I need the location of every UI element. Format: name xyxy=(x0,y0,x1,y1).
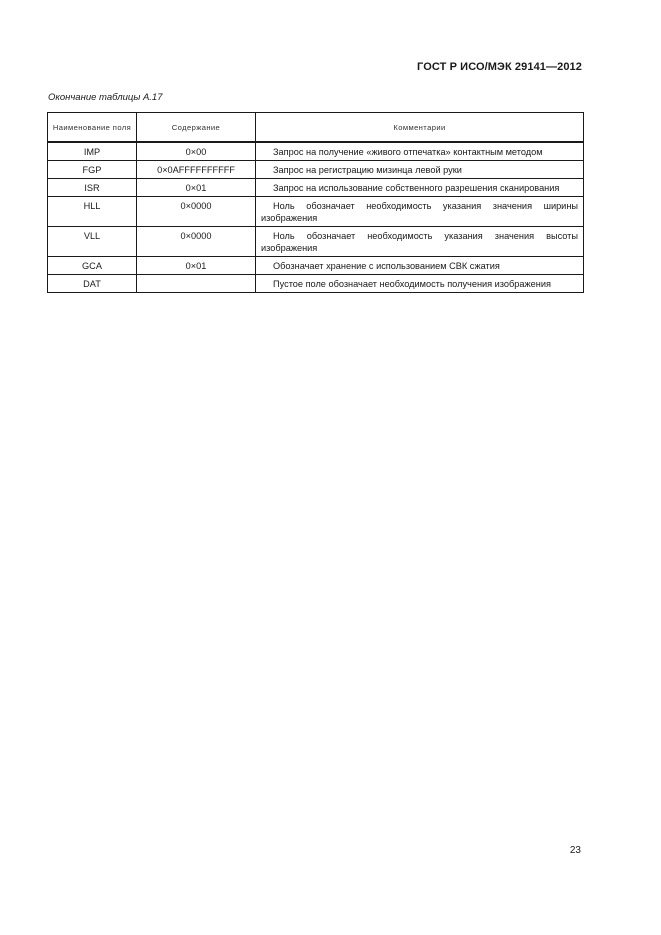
comment-text: Ноль обозначает необходимость указания значения высоты изображения xyxy=(261,231,578,253)
table-row xyxy=(48,142,584,161)
field-name-cell: GCA xyxy=(48,257,137,275)
field-comment-cell xyxy=(256,197,584,227)
table-row xyxy=(48,257,584,275)
field-content-cell: 0×01 xyxy=(137,257,256,275)
field-comment-cell xyxy=(256,161,584,179)
column-header-comment: Комментарии xyxy=(256,113,584,143)
table-row xyxy=(48,179,584,197)
table-row xyxy=(48,227,584,257)
comment-text: Запрос на использование собственного разрешения сканирования xyxy=(273,183,560,193)
field-content-cell: 0×0000 xyxy=(137,197,256,227)
field-name-cell: DAT xyxy=(48,275,137,293)
comment-text: Пустое поле обозначает необходимость получения изображения xyxy=(273,279,551,289)
table-row xyxy=(48,161,584,179)
field-comment-cell xyxy=(256,275,584,293)
field-comment-cell xyxy=(256,227,584,257)
field-content-cell: 0×00 xyxy=(137,142,256,161)
field-name-cell: HLL xyxy=(48,197,137,227)
field-comment-cell xyxy=(256,142,584,161)
field-comment-cell xyxy=(256,257,584,275)
field-content-cell: 0×01 xyxy=(137,179,256,197)
field-name-cell: VLL xyxy=(48,227,137,257)
field-content-cell: 0×0AFFFFFFFFFF xyxy=(137,161,256,179)
field-content-cell xyxy=(137,275,256,293)
field-content-cell: 0×0000 xyxy=(137,227,256,257)
field-name-cell: FGP xyxy=(48,161,137,179)
column-header-name: Наименование поля xyxy=(48,113,137,143)
field-name-cell: ISR xyxy=(48,179,137,197)
table-header-row xyxy=(48,113,584,143)
comment-text: Обозначает хранение с использованием СВК сжатия xyxy=(273,261,500,271)
table-row xyxy=(48,275,584,293)
document-standard-header: ГОСТ Р ИСО/МЭК 29141—2012 xyxy=(417,61,582,73)
table-caption: Окончание таблицы А.17 xyxy=(48,92,163,103)
field-name-cell: IMP xyxy=(48,142,137,161)
comment-text: Запрос на регистрацию мизинца левой руки xyxy=(273,165,462,175)
comment-text: Ноль обозначает необходимость указания значения ширины изображения xyxy=(261,201,578,223)
column-header-content: Содержание xyxy=(137,113,256,143)
page-number: 23 xyxy=(569,845,581,856)
field-comment-cell xyxy=(256,179,584,197)
data-table xyxy=(47,112,584,293)
table-row xyxy=(48,197,584,227)
comment-text: Запрос на получение «живого отпечатка» контактным методом xyxy=(273,147,543,157)
